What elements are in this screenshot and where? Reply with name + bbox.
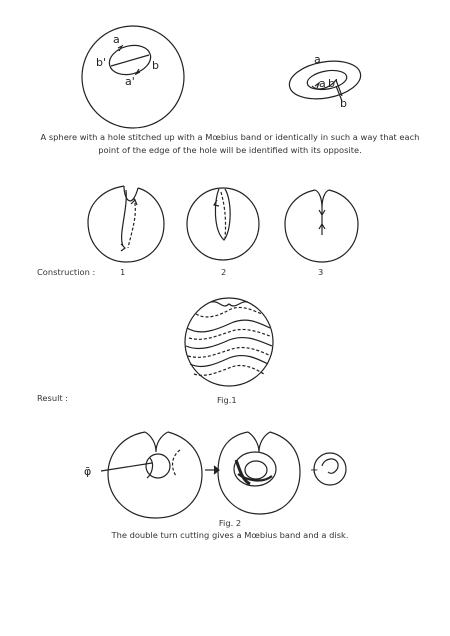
label-a: a (113, 33, 120, 46)
arrow-right (205, 466, 219, 474)
fig-2-caption: The double turn cutting gives a Mœbius band and a disk. (111, 530, 349, 540)
double-turn-cut-drawing (101, 432, 202, 518)
moebius-band-result-drawing (218, 432, 300, 514)
phi-label: φ̄ (84, 465, 92, 478)
sphere-caption: A sphere with a hole stitched up with a Mœbius band or identically in such a way that each point of the edge of the hole will be identified with its opposite. (40, 132, 420, 155)
construction-step-3: 3 (318, 267, 324, 277)
label-a-outer: a (314, 53, 321, 66)
result-sphere-drawing (185, 298, 273, 386)
construction-step-2: 2 (221, 267, 227, 277)
construction-step-3-drawing (285, 190, 358, 262)
fig-2-label: Fig. 2 (218, 518, 242, 528)
plus-sign: + (310, 465, 319, 476)
construction-step-1-drawing (88, 186, 164, 262)
label-a-prime: a' (125, 75, 135, 88)
label-b: b (152, 59, 159, 72)
construction-label: Construction : (37, 267, 96, 277)
construction-step-1: 1 (120, 267, 126, 277)
construction-step-2-drawing (187, 188, 259, 260)
label-b-prime: b' (96, 56, 107, 69)
label-b: b (340, 97, 347, 110)
disk-drawing (314, 453, 346, 485)
label-a-inner: a (319, 77, 326, 90)
result-label: Result : (37, 393, 69, 403)
fig-1-label: Fig.1 (217, 395, 237, 405)
label-b-prime: b' (328, 77, 339, 90)
